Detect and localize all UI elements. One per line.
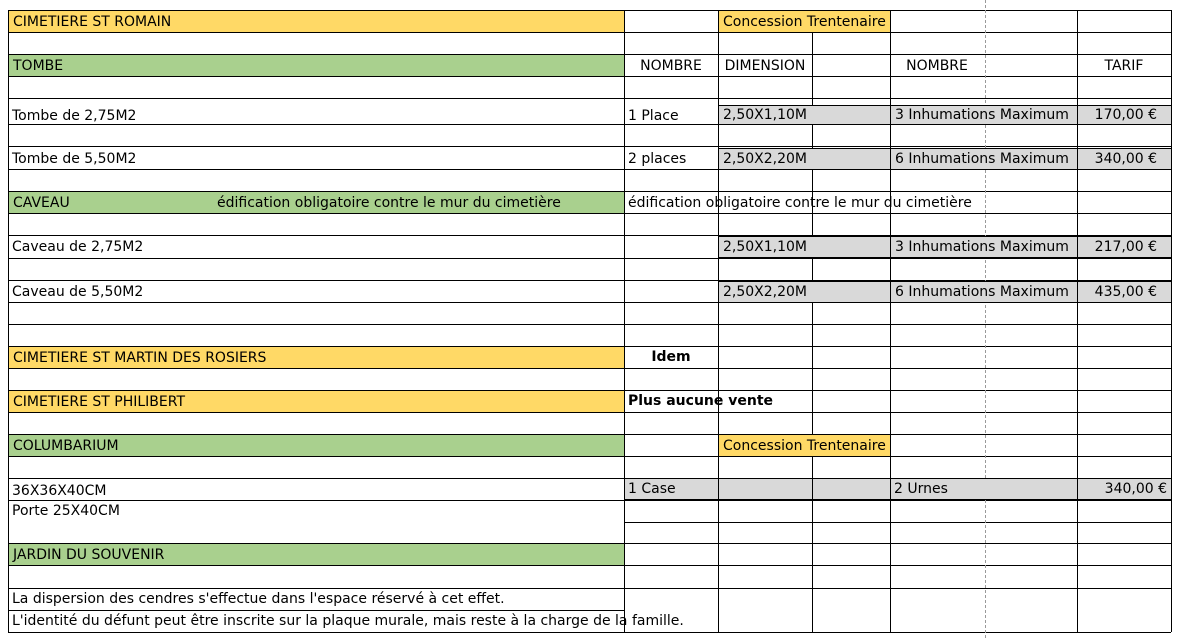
tombe-2-label[interactable]: Tombe de 5,50M2 — [12, 151, 137, 167]
columbarium-urnes[interactable]: 2 Urnes — [894, 481, 948, 497]
section-jardin[interactable]: JARDIN DU SOUVENIR — [8, 543, 625, 566]
section-tombe[interactable]: TOMBE — [8, 54, 625, 77]
row-line — [624, 522, 1171, 523]
st-philibert-note[interactable]: Plus aucune vente — [628, 393, 774, 409]
tombe-2-dimension[interactable]: 2,50X2,20M — [718, 148, 891, 170]
columbarium-size-label[interactable]: 36X36X40CM — [12, 482, 107, 499]
page-break-line — [985, 0, 986, 638]
column-line — [890, 10, 891, 632]
tombe-1-label[interactable]: Tombe de 2,75M2 — [12, 107, 137, 124]
column-line — [812, 10, 813, 632]
row-line — [8, 632, 1171, 633]
tombe-2-tarif[interactable]: 340,00 € — [1077, 148, 1172, 170]
concession-trentenaire-label[interactable]: Concession Trentenaire — [718, 10, 891, 33]
tombe-1-places[interactable]: 1 Place — [628, 107, 679, 124]
tombe-2-inhumations[interactable]: 6 Inhumations Maximum — [890, 148, 1078, 170]
section-columbarium[interactable]: COLUMBARIUM — [8, 434, 625, 457]
columbarium-porte[interactable]: Porte 25X40CM — [12, 503, 120, 519]
section-st-philibert[interactable]: CIMETIERE ST PHILIBERT — [8, 390, 625, 413]
header-dimension[interactable]: DIMENSION — [724, 57, 806, 74]
caveau-1-tarif[interactable]: 217,00 € — [1077, 236, 1172, 258]
header-nombre[interactable]: NOMBRE — [640, 57, 702, 74]
column-line — [718, 479, 719, 500]
concession-trentenaire-label-2[interactable]: Concession Trentenaire — [718, 434, 891, 457]
header-nombre-2[interactable]: NOMBRE — [906, 57, 968, 74]
column-line — [718, 10, 719, 632]
columbarium-tarif[interactable]: 340,00 € — [1104, 481, 1167, 497]
tombe-2-places[interactable]: 2 places — [628, 151, 687, 167]
column-line — [1171, 10, 1172, 632]
caveau-2-label[interactable]: Caveau de 5,50M2 — [12, 283, 144, 300]
tombe-1-tarif[interactable]: 170,00 € — [1077, 105, 1172, 125]
section-st-martin[interactable]: CIMETIERE ST MARTIN DES ROSIERS — [8, 346, 625, 369]
caveau-1-dimension[interactable]: 2,50X1,10M — [718, 236, 891, 258]
caveau-2-tarif[interactable]: 435,00 € — [1077, 281, 1172, 303]
tombe-1-dimension[interactable]: 2,50X1,10M — [718, 105, 891, 125]
caveau-2-dimension[interactable]: 2,50X2,20M — [718, 281, 891, 303]
column-line — [1077, 10, 1078, 632]
section-caveau[interactable]: CAVEAU — [8, 191, 625, 214]
caveau-1-inhumations[interactable]: 3 Inhumations Maximum — [890, 236, 1078, 258]
note-identite[interactable]: L'identité du défunt peut être inscrite sur la plaque murale, mais reste à la charge de la famille. — [12, 613, 684, 629]
header-tarif[interactable]: TARIF — [1104, 57, 1144, 74]
tombe-1-inhumations[interactable]: 3 Inhumations Maximum — [890, 105, 1078, 125]
note-dispersion[interactable]: La dispersion des cendres s'effectue dans l'espace réservé à cet effet. — [12, 591, 505, 607]
st-martin-idem[interactable]: Idem — [651, 349, 691, 365]
columbarium-case[interactable]: 1 Case — [628, 481, 676, 497]
row-line — [8, 258, 1171, 259]
section-st-romain[interactable]: CIMETIERE ST ROMAIN — [8, 10, 625, 33]
caveau-1-label[interactable]: Caveau de 2,75M2 — [12, 238, 144, 255]
column-line — [812, 479, 813, 500]
caveau-edification-note-2[interactable]: édification obligatoire contre le mur du cimetière — [628, 194, 972, 211]
caveau-2-inhumations[interactable]: 6 Inhumations Maximum — [890, 281, 1078, 303]
caveau-edification-note: édification obligatoire contre le mur du cimetière — [217, 195, 561, 211]
row-line — [8, 324, 1171, 325]
